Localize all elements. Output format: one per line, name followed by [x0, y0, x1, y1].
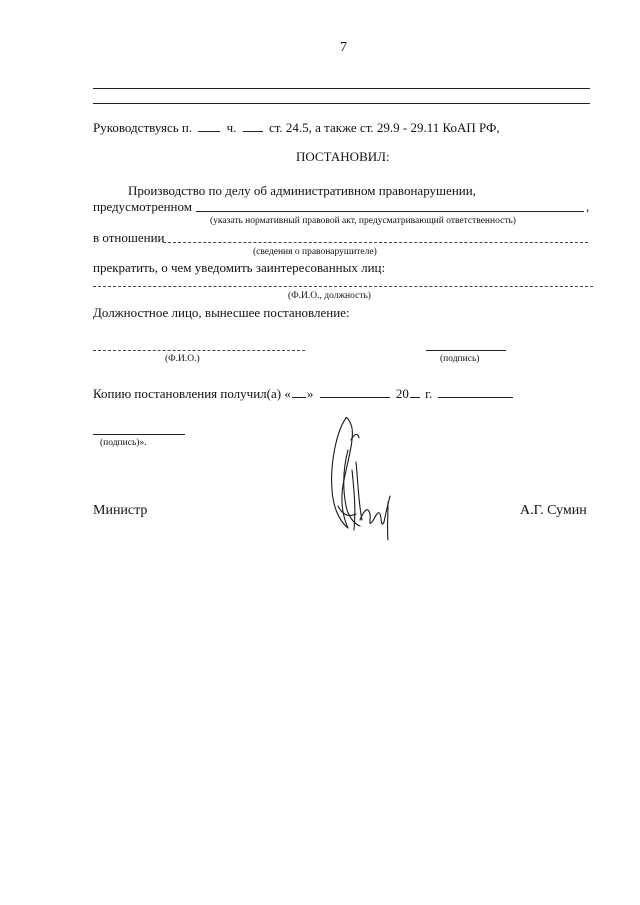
day-blank [292, 387, 306, 398]
official-signature-blank [426, 350, 506, 351]
month-blank [320, 387, 390, 398]
time-blank [438, 387, 513, 398]
recipient-signature-blank [93, 434, 185, 435]
hint-recipient-signature: (подпись)». [100, 438, 147, 448]
copy-received-quote-close: » [306, 386, 314, 401]
hint-offender: (сведения о правонарушителе) [253, 247, 377, 257]
hint-official-fio: (Ф.И.О.) [165, 354, 200, 364]
provision-line [93, 199, 192, 215]
copy-received-line [93, 386, 516, 402]
copy-received-year-suffix: г. [425, 386, 433, 401]
official-fio-blank [93, 350, 305, 351]
copy-received-year-prefix: 20 [395, 386, 409, 401]
legal-basis-suffix: ст. 24.5, а также ст. 29.9 - 29.11 КоАП РФ, [268, 120, 500, 135]
provision-blank [196, 211, 584, 212]
legal-basis-prefix: Руководствуясь п. [93, 120, 193, 135]
clause-blank [198, 121, 220, 132]
proceedings-line-1: Производство по делу об административном правонарушении, [128, 183, 476, 198]
offender-blank [163, 242, 588, 243]
terminate-line: прекратить, о чем уведомить заинтересованных лиц: [93, 260, 386, 275]
legal-basis-part: ч. [226, 120, 237, 135]
provision-prefix: предусмотренном [93, 199, 192, 214]
page-number: 7 [340, 40, 347, 55]
minister-title: Министр [93, 503, 148, 518]
regarding-line [93, 230, 165, 246]
blank-line-2 [93, 103, 590, 104]
minister-name: А.Г. Сумин [520, 503, 587, 518]
decree-heading: ПОСТАНОВИЛ: [296, 149, 390, 164]
handwritten-signature [318, 410, 408, 545]
hint-legal-act: (указать нормативный правовой акт, предусматривающий ответственность) [210, 216, 516, 226]
year-blank [410, 387, 420, 398]
provision-comma: , [586, 199, 590, 214]
hint-official-signature: (подпись) [440, 354, 480, 364]
official-label: Должностное лицо, вынесшее постановление: [93, 305, 350, 320]
parties-blank [93, 286, 593, 287]
legal-basis-line [93, 120, 500, 136]
copy-received-prefix: Копию постановления получил(а) « [93, 386, 291, 401]
hint-fio-position: (Ф.И.О., должность) [288, 291, 371, 301]
part-blank [243, 121, 263, 132]
blank-line-1 [93, 88, 590, 89]
regarding-label: в отношении [93, 230, 165, 245]
